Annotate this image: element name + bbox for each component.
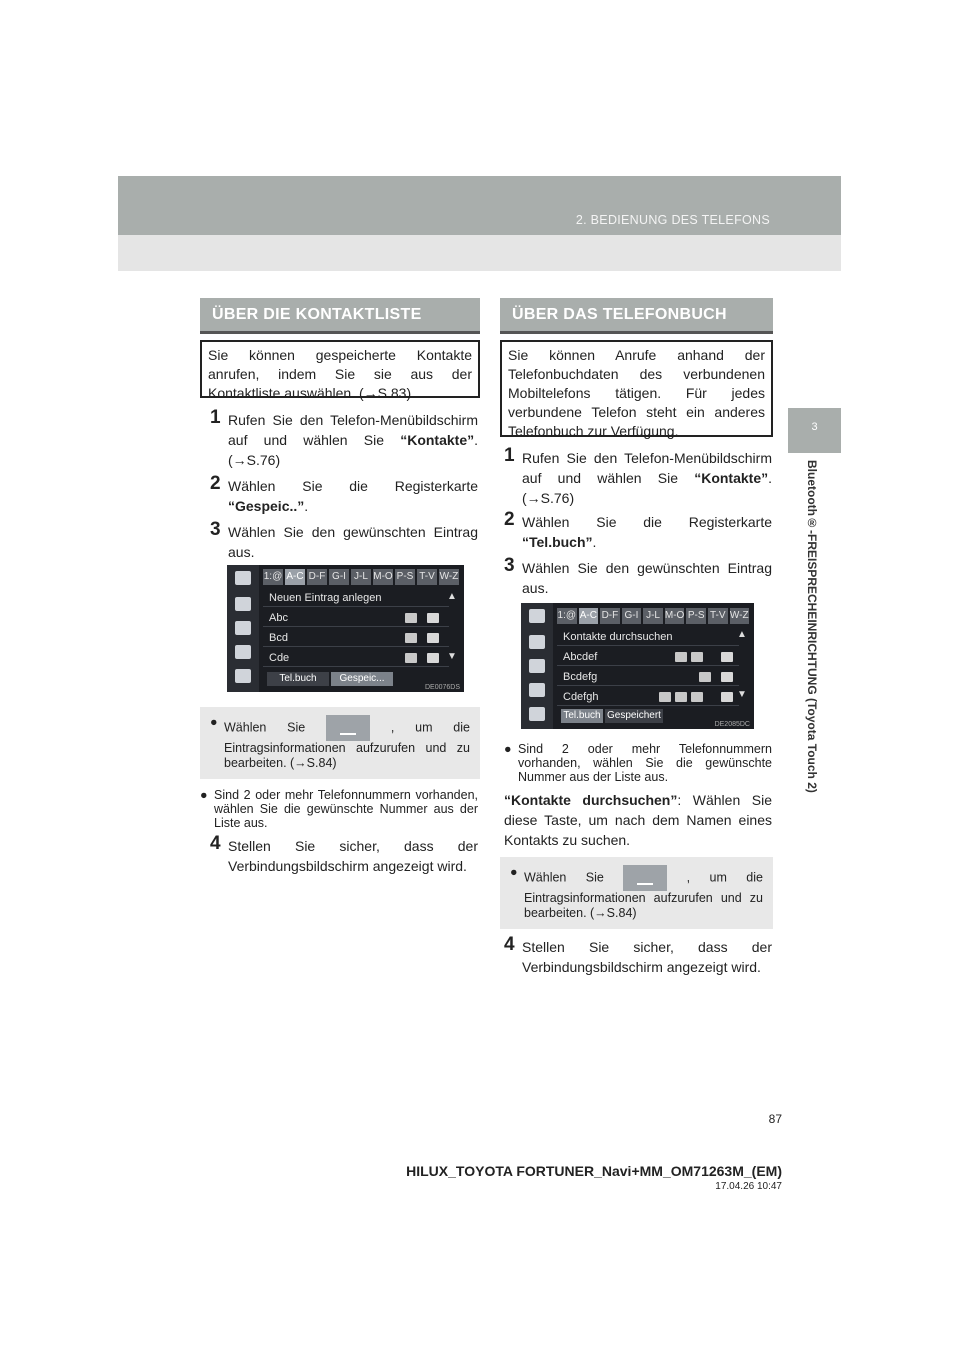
footer-model: HILUX_TOYOTA FORTUNER_Navi+MM_OM71263M_(EM) [406,1163,782,1179]
step-number: 2 [504,509,515,530]
mobile-icon [405,613,417,623]
edit-icon[interactable] [427,633,439,643]
image-code: DE2085DC [714,721,750,728]
edit-button-icon [326,715,370,741]
contact-name: Cde [269,652,290,664]
left-edit-note [200,707,480,779]
step-number: 2 [210,473,221,494]
right-edit-note [500,857,773,929]
bullet-icon: ● [504,742,512,756]
left-bullet [200,788,478,830]
step-number: 3 [210,519,221,540]
phonebook-screenshot [521,603,754,729]
phone-type-icon [691,692,703,702]
tab-a-c[interactable]: A-C [285,569,305,585]
right-heading: ÜBER DAS TELEFONBUCH [500,298,773,331]
step-text: Wählen Sie den gewünschten Eintrag aus. [522,560,772,596]
tab-w-z[interactable]: W-Z [439,569,459,585]
scroll-down-icon[interactable]: ▼ [447,651,457,662]
phone-icon [235,571,251,585]
tab-saved[interactable]: Gespeichert [605,709,663,723]
step-number: 1 [504,445,515,466]
contact-list [263,589,449,665]
search-text: : Wählen Sie diese Taste, um nach dem Namen eines Kontakts zu suchen. [504,792,772,848]
contact-list [557,628,739,704]
note-text: , um die Eintragsinformationen aufzurufen und zu bearbeiten. (→S.84) [224,720,470,770]
phone-type-icon [675,692,687,702]
heading-rule [500,331,773,334]
scroll-down-icon[interactable]: ▼ [737,689,747,700]
step-key: “Tel.buch” [522,534,593,550]
tab-d-f[interactable]: D-F [600,608,620,624]
step-ref: . [592,534,597,550]
left-section [200,298,480,401]
tab-p-s[interactable]: P-S [395,569,415,585]
step-text: Wählen Sie die Registerkarte [522,514,772,530]
right-section [500,298,773,437]
step-text: Rufen Sie den Telefon-Menübildschirm auf und wählen Sie [522,450,772,486]
list-item[interactable] [557,648,739,666]
right-step-1 [504,445,772,508]
tab-1-at[interactable]: 1:@ [557,608,577,624]
phone-type-icon [405,653,417,663]
bullet-text: Sind 2 oder mehr Telefonnummern vorhanden, wählen Sie die gewünschte Nummer aus der Liste aus. [518,742,772,784]
list-item[interactable] [557,668,739,686]
right-bullet [504,742,772,784]
section-title: 2. BEDIENUNG DES TELEFONS [575,213,770,227]
list-item[interactable] [263,649,449,667]
search-key: “Kontakte durchsuchen” [504,792,678,808]
note-text: Wählen Sie [524,870,604,885]
edit-icon[interactable] [427,653,439,663]
note-text: Wählen Sie [224,720,306,735]
page-number: 87 [768,1112,782,1126]
phone-type-icon [699,672,711,682]
edit-button-icon [623,865,667,891]
chapter-number: 3 [811,421,818,433]
phone-icon [529,609,545,623]
list-item[interactable] [263,609,449,627]
new-entry-row[interactable] [263,589,449,607]
alphabet-tabs [557,608,749,624]
tab-j-l[interactable]: J-L [643,608,663,624]
edit-icon[interactable] [721,672,733,682]
step-number: 3 [504,555,515,576]
step-ref: . (→S.76) [522,470,772,506]
screen-sidebar [521,603,553,729]
mobile-icon [675,652,687,662]
tab-a-c[interactable]: A-C [579,608,599,624]
back-icon [529,707,545,721]
contact-name: Abc [269,612,288,624]
step-text: Wählen Sie den gewünschten Eintrag aus. [228,524,478,560]
alphabet-tabs [263,569,459,585]
list-item[interactable] [557,688,739,706]
tab-j-l[interactable]: J-L [351,569,371,585]
footer-timestamp: 17.04.26 10:47 [715,1181,782,1192]
left-step-1 [210,407,478,470]
left-step-3 [210,519,478,562]
step-key: “Kontakte” [694,470,769,486]
tab-w-z[interactable]: W-Z [730,608,750,624]
phone-type-icon [405,633,417,643]
step-number: 4 [504,934,515,955]
chapter-title: Bluetooth®-FREISPRECHEINRICHTUNG (Toyota Touch 2) [805,460,819,793]
contacts-icon [235,597,251,611]
history-icon [235,621,251,635]
note-text: , um die Eintragsinformationen aufzurufen und zu bearbeiten. (→S.84) [524,870,763,920]
right-intro: Sie können Anrufe anhand der Telefonbuchdaten des verbundenen Mobiltelefons tätigen. Für jedes verbundene Telefon steht ein anderes Telefonbuch zur Verfügung. [500,340,773,437]
tab-phonebook[interactable]: Tel.buch [267,672,329,686]
search-label: Kontakte durchsuchen [563,631,673,643]
edit-icon[interactable] [721,692,733,702]
tab-m-o[interactable]: M-O [665,608,685,624]
step-text: Stellen Sie sicher, dass der Verbindungsbildschirm angezeigt wird. [228,838,478,874]
scroll-up-icon[interactable]: ▲ [447,591,457,602]
contact-name: Bcdefg [563,671,598,683]
contact-name: Bcd [269,632,288,644]
step-text: Rufen Sie den Telefon-Menübildschirm auf und wählen Sie [228,412,478,448]
left-step-4 [210,833,478,876]
phone-type-icon [691,652,703,662]
bullet-icon: ● [210,715,218,729]
left-intro: Sie können gespeicherte Kontakte anrufen, indem Sie sie aus der Kontaktliste auswählen. (→S.83) [200,340,480,398]
tab-d-f[interactable]: D-F [307,569,327,585]
edit-icon[interactable] [427,613,439,623]
screen-sidebar [227,565,259,692]
search-contacts-row[interactable] [557,628,739,646]
tab-phonebook[interactable]: Tel.buch [561,709,603,723]
chapter-title-vertical [805,460,825,860]
heading-rule [200,331,480,334]
tab-g-i[interactable]: G-I [622,608,642,624]
message-icon [235,645,251,659]
contact-name: Abcdef [563,651,598,663]
right-step-4 [504,934,772,977]
step-text: Stellen Sie sicher, dass der Verbindungsbildschirm angezeigt wird. [522,939,772,975]
step-key: “Gespeic..” [228,498,305,514]
back-icon [235,669,251,683]
tab-g-i[interactable]: G-I [329,569,349,585]
step-text: Wählen Sie die Registerkarte [228,478,478,494]
image-code: DE0076DS [424,684,460,691]
tab-t-v[interactable]: T-V [708,608,728,624]
list-item[interactable] [263,629,449,647]
right-step-3 [504,555,772,598]
mobile-icon [659,692,671,702]
bullet-icon: ● [200,788,208,802]
contact-list-screenshot [227,565,464,692]
tab-1-at[interactable]: 1:@ [263,569,283,585]
message-icon [529,683,545,697]
edit-icon[interactable] [721,652,733,662]
search-description [504,790,772,850]
step-key: “Kontakte” [400,432,475,448]
scroll-up-icon[interactable]: ▲ [737,629,747,640]
left-heading: ÜBER DIE KONTAKTLISTE [200,298,480,331]
contact-name: Cdefgh [563,691,599,703]
history-icon [529,659,545,673]
bullet-icon: ● [510,865,518,879]
tab-m-o[interactable]: M-O [373,569,393,585]
tab-p-s[interactable]: P-S [686,608,706,624]
step-number: 1 [210,407,221,428]
tab-t-v[interactable]: T-V [417,569,437,585]
step-ref: . (→S.76) [228,432,478,468]
step-ref: . [304,498,309,514]
contacts-icon [529,635,545,649]
new-entry-label: Neuen Eintrag anlegen [269,592,382,604]
left-step-2 [210,473,478,516]
bullet-text: Sind 2 oder mehr Telefonnummern vorhanden, wählen Sie die gewünschte Nummer aus der Liste aus. [214,788,478,830]
tab-saved[interactable]: Gespeic... [331,672,393,686]
right-step-2 [504,509,772,552]
step-number: 4 [210,833,221,854]
